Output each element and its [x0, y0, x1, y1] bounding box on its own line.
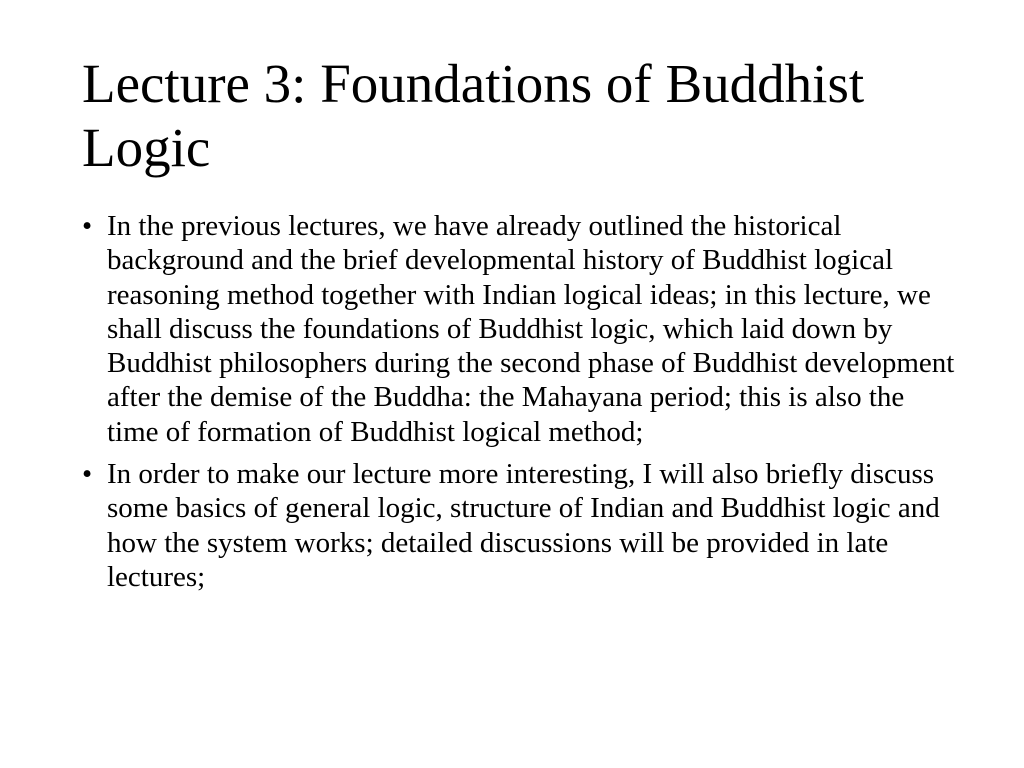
bullet-text: In order to make our lecture more interesting, I will also briefly discuss some basics of general logic, structure of Indian and Buddhist logic and how the system works; detailed discussions will be provided in late lectures;	[107, 458, 940, 593]
bullet-item	[82, 209, 962, 449]
bullet-item	[82, 457, 962, 594]
bullet-text: In the previous lectures, we have already outlined the historical background and the brief developmental history of Buddhist logical reasoning method together with Indian logical ideas; in this lecture, we shall discuss the foundations of Buddhist logic, which laid down by Buddhist philosophers during the second phase of Buddhist development after the demise of the Buddha: the Mahayana period; this is also the time of formation of Buddhist logical method;	[107, 210, 955, 448]
slide-title: Lecture 3: Foundations of Buddhist Logic	[82, 53, 865, 178]
bullet-dot-icon: •	[82, 458, 93, 491]
bullet-list	[82, 209, 962, 602]
bullet-dot-icon: •	[82, 210, 93, 242]
